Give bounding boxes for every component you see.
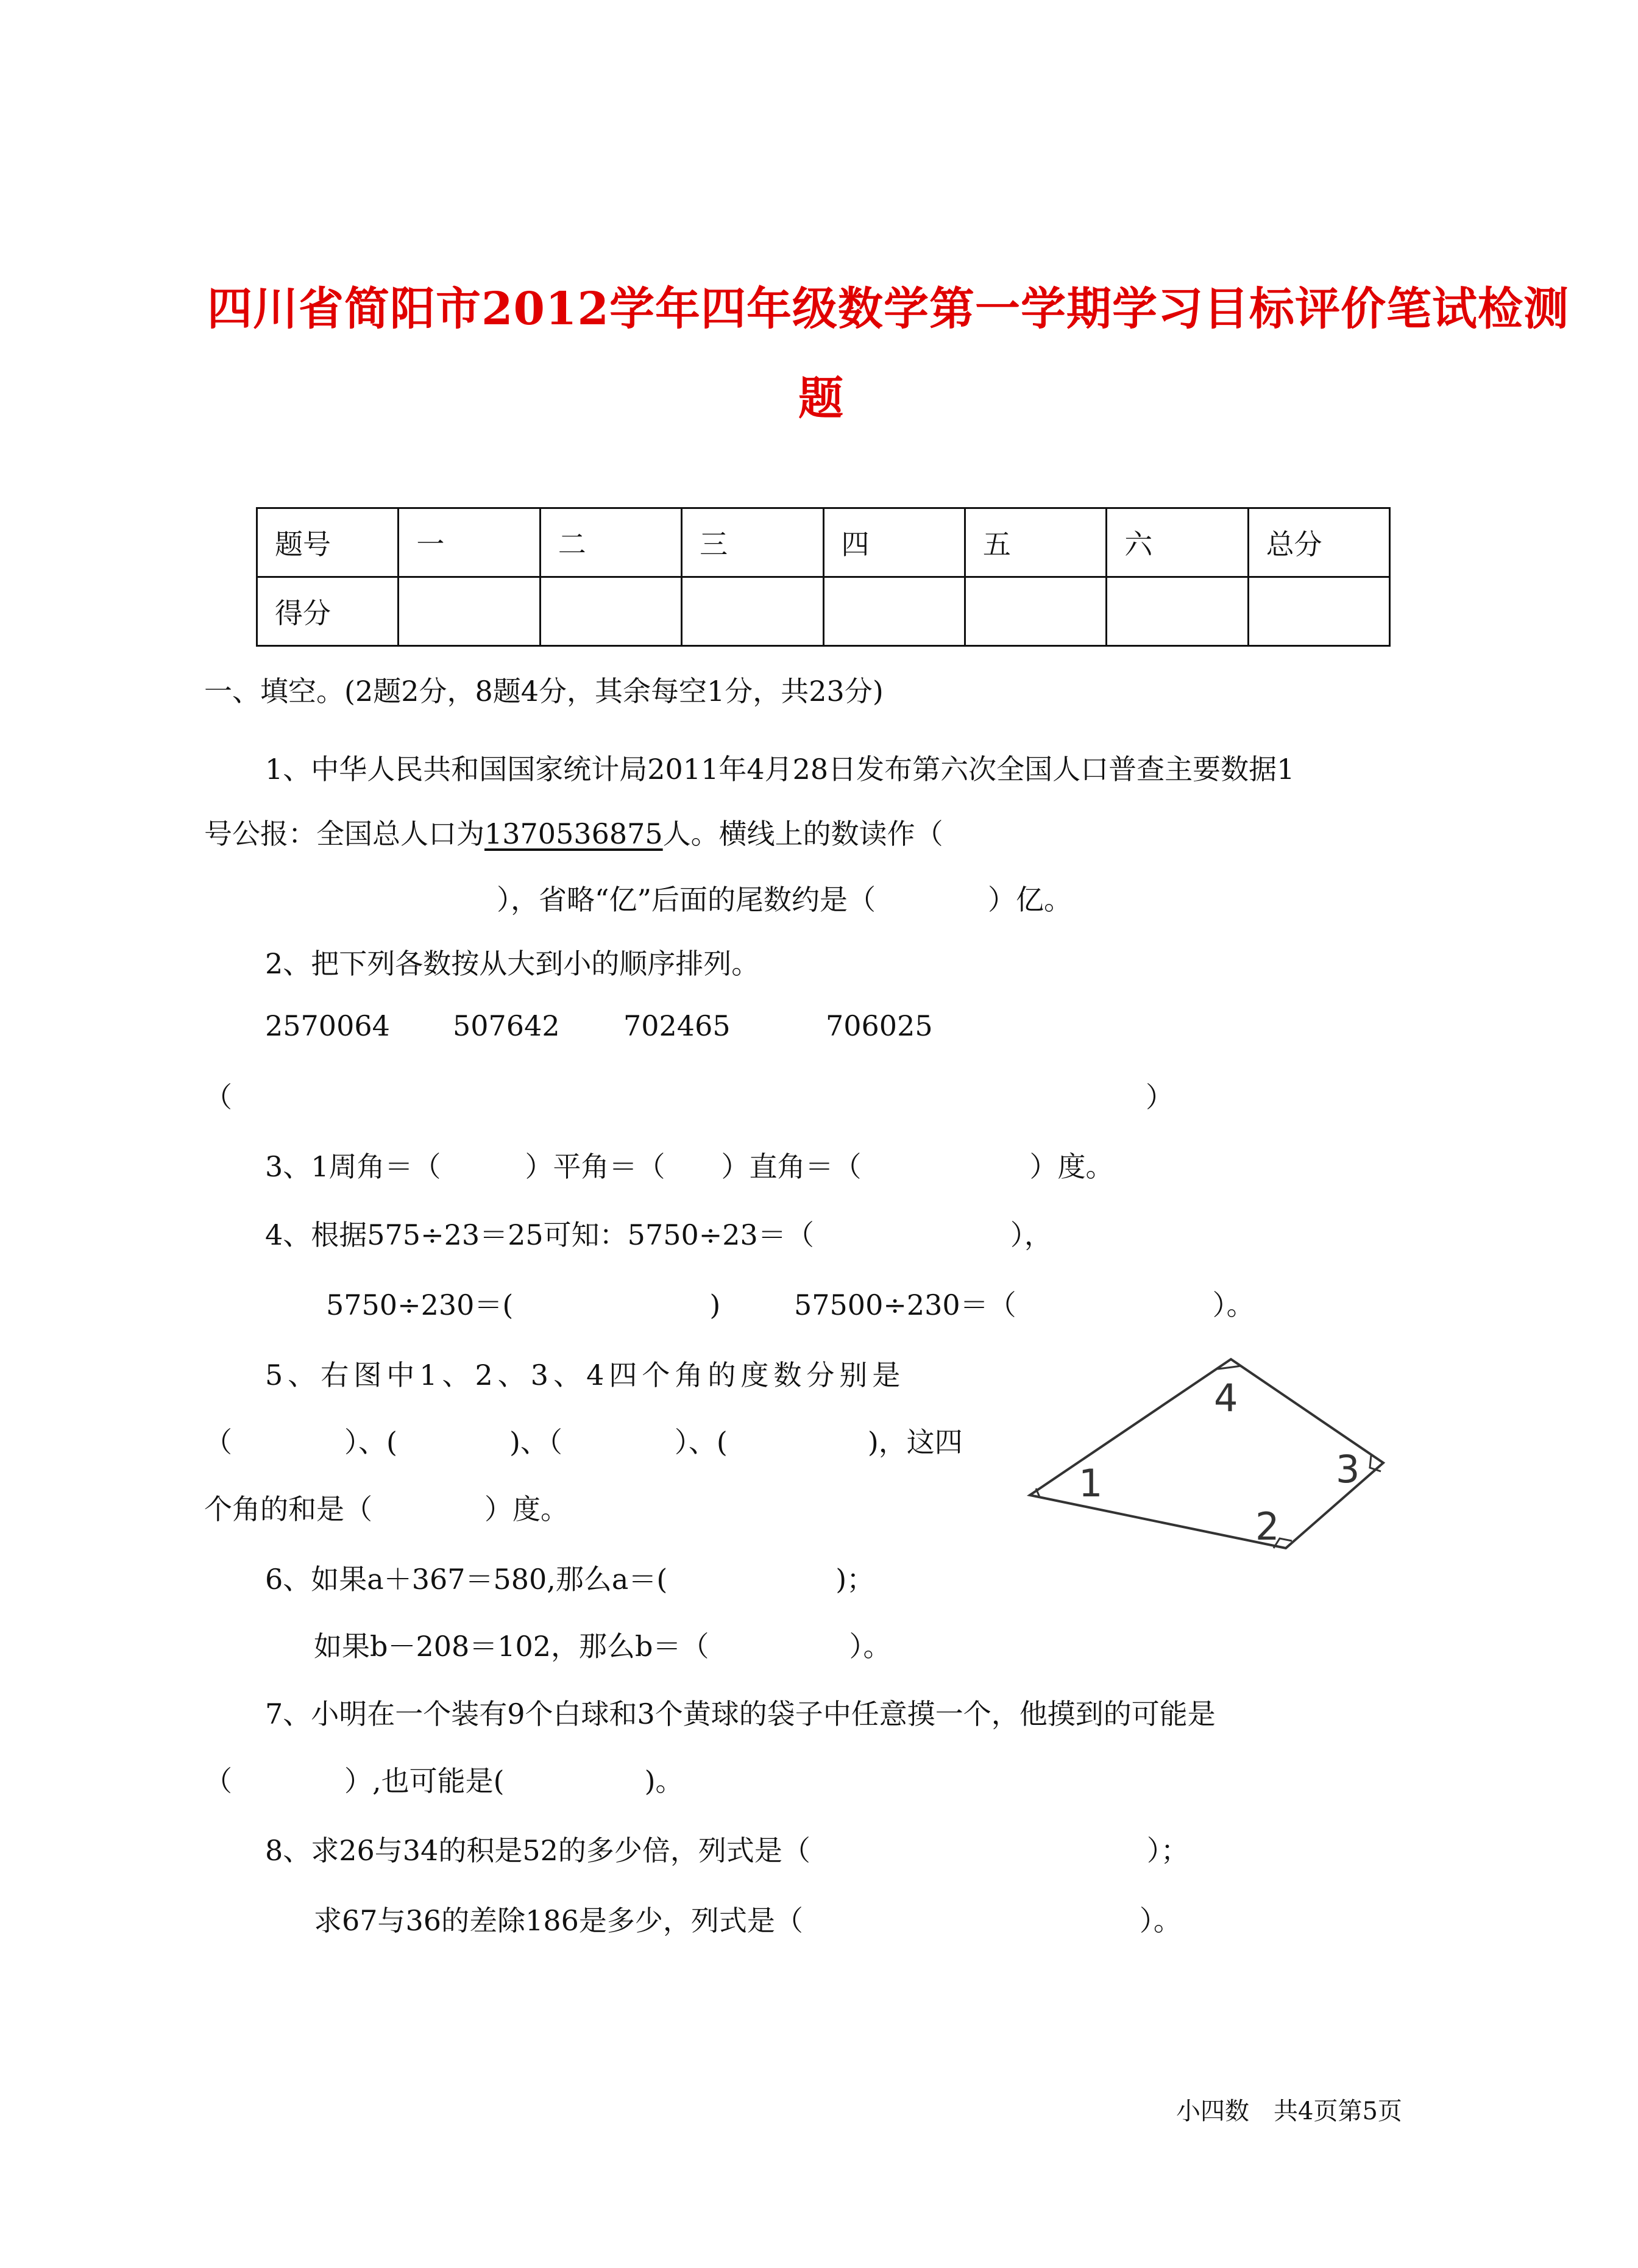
section-heading: 一、填空。(2题2分，8题4分，其余每空1分，共23分): [204, 675, 884, 708]
page-footer: 小四数 共4页第5页: [1176, 2097, 1402, 2125]
score-input-cell[interactable]: [1107, 577, 1248, 646]
score-input-cell[interactable]: [540, 577, 681, 646]
q1-text: 号公报：全国总人口为: [204, 817, 484, 850]
q2-answer-close: ）: [1146, 1081, 1174, 1114]
angle-label-2: 2: [1255, 1504, 1280, 1549]
score-input-cell[interactable]: [965, 577, 1106, 646]
score-input-cell[interactable]: [823, 577, 965, 646]
q2-number: 702465: [623, 1009, 731, 1042]
q2-number: 706025: [826, 1009, 933, 1042]
score-table-cell: 题号: [257, 508, 399, 577]
angle-label-3: 3: [1336, 1447, 1360, 1491]
quadrilateral-figure: [1024, 1347, 1402, 1566]
score-table: [256, 507, 1391, 647]
q8-line1: 8、求26与34的积是52的多少倍，列式是（ ）；: [265, 1834, 1189, 1867]
q1-line3: ），省略“亿”后面的尾数约是（ ）亿。: [497, 883, 1072, 916]
q1-text: 人。横线上的数读作（: [662, 817, 943, 850]
score-table-cell: 四: [823, 508, 965, 577]
score-input-cell[interactable]: [1248, 577, 1389, 646]
page-title-line1: 四川省简阳市2012学年四年级数学第一学期学习目标评价笔试检测: [207, 283, 1569, 335]
q7-line2: （ ）,也可能是( )。: [204, 1765, 684, 1797]
q4-line2a: 5750÷230＝( ): [326, 1289, 721, 1321]
score-table-score-row: [257, 577, 1390, 646]
q1-underlined-number: 1370536875: [484, 817, 663, 850]
q2-line1: 2、把下列各数按从大到小的顺序排列。: [265, 947, 760, 980]
q1-line2: [204, 812, 943, 852]
score-table-cell: 一: [399, 508, 540, 577]
score-table-header-row: [257, 508, 1390, 577]
score-table-cell: 二: [540, 508, 681, 577]
score-table-cell: 总分: [1248, 508, 1389, 577]
q8-line2: 求67与36的差除186是多少，列式是（ ）。: [314, 1904, 1182, 1937]
page-title-line2: 题: [798, 372, 844, 425]
quadrilateral-shape: [1030, 1359, 1383, 1548]
q1-line1: 1、中华人民共和国国家统计局2011年4月28日发布第六次全国人口普查主要数据1: [265, 753, 1295, 786]
score-table-cell: 六: [1107, 508, 1248, 577]
q2-answer-open: （: [204, 1081, 232, 1114]
q5-line1: 5、右图中1、2、3、4四个角的度数分别是: [265, 1359, 906, 1392]
q6-line2: 如果b－208＝102，那么b＝（ ）。: [314, 1630, 892, 1663]
q6-line1: 6、如果a＋367＝580,那么a＝( )；: [265, 1563, 875, 1596]
q3-line: 3、1周角＝（ ）平角＝（ ）直角＝（ ）度。: [265, 1150, 1114, 1183]
q2-number: 2570064: [265, 1009, 390, 1042]
score-table-cell: 得分: [257, 577, 399, 646]
q4-line2b: 57500÷230＝（ ）。: [794, 1289, 1255, 1321]
q7-line1: 7、小明在一个装有9个白球和3个黄球的袋子中任意摸一个，他摸到的可能是: [265, 1697, 1216, 1730]
angle-label-4: 4: [1214, 1376, 1238, 1420]
score-input-cell[interactable]: [399, 577, 540, 646]
q4-line1: 4、根据575÷23＝25可知：5750÷23＝（ ），: [265, 1218, 1052, 1251]
q5-line3: 个角的和是（ ）度。: [204, 1493, 569, 1526]
q5-line2: （ ）、( )、（ ）、( )，这四: [204, 1426, 963, 1459]
score-table-cell: 五: [965, 508, 1106, 577]
q2-number: 507642: [453, 1009, 560, 1042]
angle-label-1: 1: [1079, 1461, 1103, 1505]
score-table-cell: 三: [682, 508, 823, 577]
score-input-cell[interactable]: [682, 577, 823, 646]
